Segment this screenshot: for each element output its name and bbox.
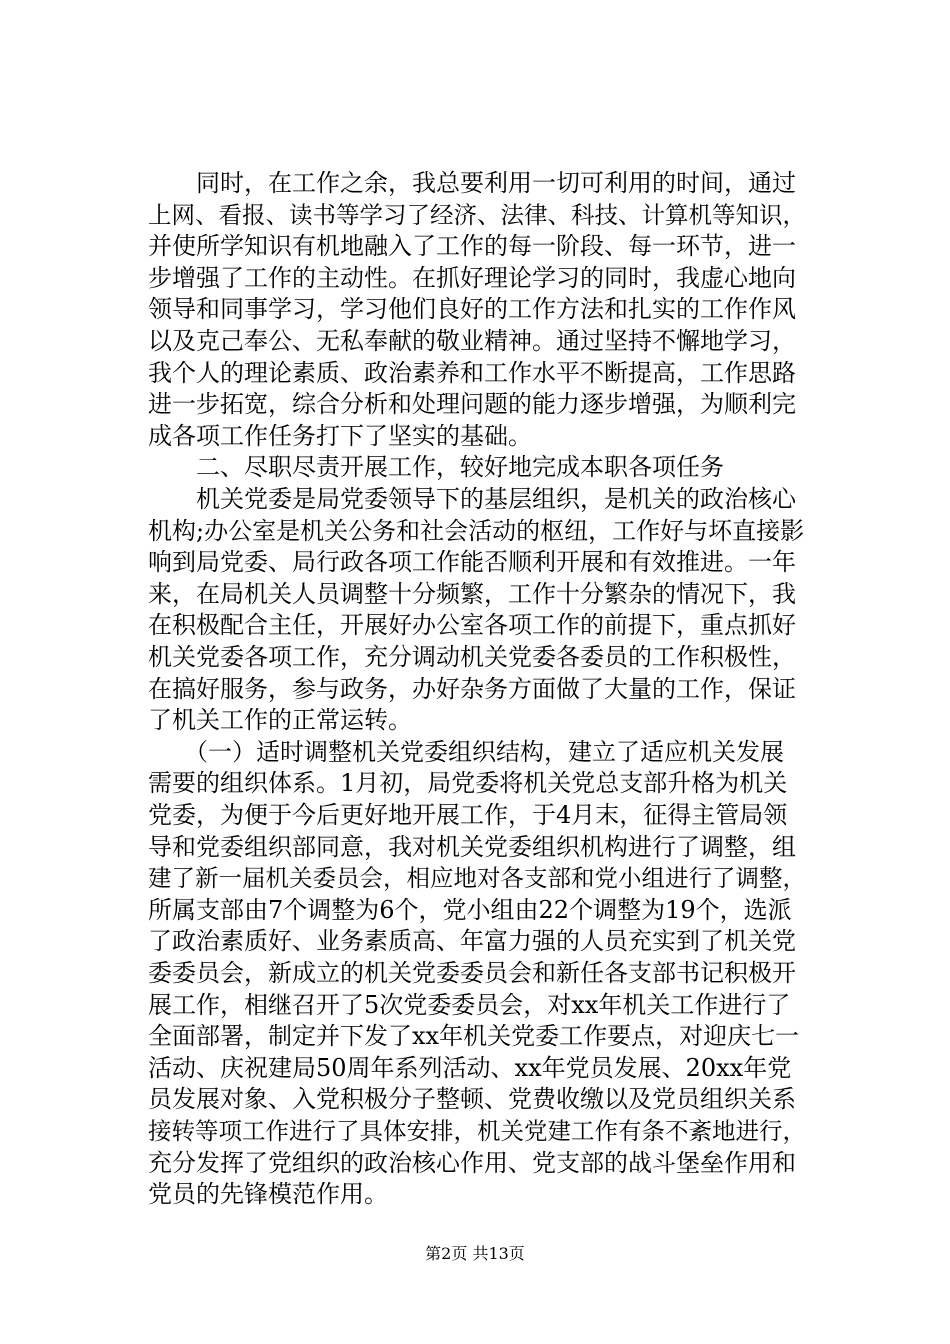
text-line: 委委员会，新成立的机关党委委员会和新任各支部书记积极开 xyxy=(148,959,796,987)
text-line: 展工作，相继召开了5次党委委员会，对xx年机关工作进行了 xyxy=(148,990,791,1019)
text-line: 并使所学知识有机地融入了工作的每一阶段、每一环节，进一 xyxy=(148,232,796,261)
text-line: 步增强了工作的主动性。在抓好理论学习的同时，我虚心地向 xyxy=(148,263,796,292)
text-line: 活动、庆祝建局50周年系列活动、xx年党员发展、20xx年党 xyxy=(148,1053,792,1082)
page-number-footer: 第2页 共13页 xyxy=(425,1244,525,1263)
text-line: 建了新一届机关委员会，相应地对各支部和党小组进行了调整， xyxy=(148,864,806,893)
text-line: 同时，在工作之余，我总要利用一切可利用的时间，通过 xyxy=(148,169,796,197)
text-line: 所属支部由7个调整为6个，党小组由22个调整为19个，选派 xyxy=(148,895,792,924)
text-line: 接转等项工作进行了具体安排，机关党建工作有条不紊地进行， xyxy=(148,1117,806,1145)
text-line: 党员的先锋模范作用。 xyxy=(148,1180,388,1209)
text-line: 在搞好服务，参与政务，办好杂务方面做了大量的工作，保证 xyxy=(148,674,796,703)
text-line: 上网、看报、读书等学习了经济、法律、科技、计算机等知识， xyxy=(148,200,806,229)
text-line: 来，在局机关人员调整十分频繁，工作十分繁杂的情况下，我 xyxy=(148,579,796,608)
text-line: 我个人的理论素质、政治素养和工作水平不断提高，工作思路 xyxy=(148,358,796,387)
text-line: 成各项工作任务打下了坚实的基础。 xyxy=(148,421,532,450)
text-line: 了政治素质好、业务素质高、年富力强的人员充实到了机关党 xyxy=(148,927,796,956)
text-line: 机构;办公室是机关公务和社会活动的枢纽，工作好与坏直接影 xyxy=(148,516,805,545)
text-line: 了机关工作的正常运转。 xyxy=(148,706,412,735)
text-line: 响到局党委、局行政各项工作能否顺利开展和有效推进。一年 xyxy=(148,548,796,577)
text-line: 党委，为便于今后更好地开展工作，于4月末，征得主管局领 xyxy=(148,801,788,829)
text-line: 员发展对象、入党积极分子整顿、党费收缴以及党员组织关系 xyxy=(148,1085,796,1114)
text-line: 以及克己奉公、无私奉献的敬业精神。通过坚持不懈地学习， xyxy=(148,327,796,355)
text-line: 机关党委各项工作，充分调动机关党委各委员的工作积极性， xyxy=(148,643,796,671)
text-line: 在积极配合主任，开展好办公室各项工作的前提下，重点抓好 xyxy=(148,611,796,640)
text-line: 机关党委是局党委领导下的基层组织，是机关的政治核心 xyxy=(148,485,796,513)
text-line: 领导和同事学习，学习他们良好的工作方法和扎实的工作作风 xyxy=(148,295,796,324)
text-line: 充分发挥了党组织的政治核心作用、党支部的战斗堡垒作用和 xyxy=(148,1148,796,1177)
text-line: 全面部署，制定并下发了xx年机关党委工作要点，对迎庆七一 xyxy=(148,1022,800,1051)
text-line: 导和党委组织部同意，我对机关党委组织机构进行了调整，组 xyxy=(148,832,796,861)
text-line: 进一步拓宽，综合分析和处理问题的能力逐步增强，为顺利完 xyxy=(148,390,796,419)
text-line: （一）适时调整机关党委组织结构，建立了适应机关发展 xyxy=(148,737,784,766)
section-heading: 二、尽职尽责开展工作，较好地完成本职各项任务 xyxy=(148,453,724,482)
text-line: 需要的组织体系。1月初，局党委将机关党总支部升格为机关 xyxy=(148,769,788,798)
